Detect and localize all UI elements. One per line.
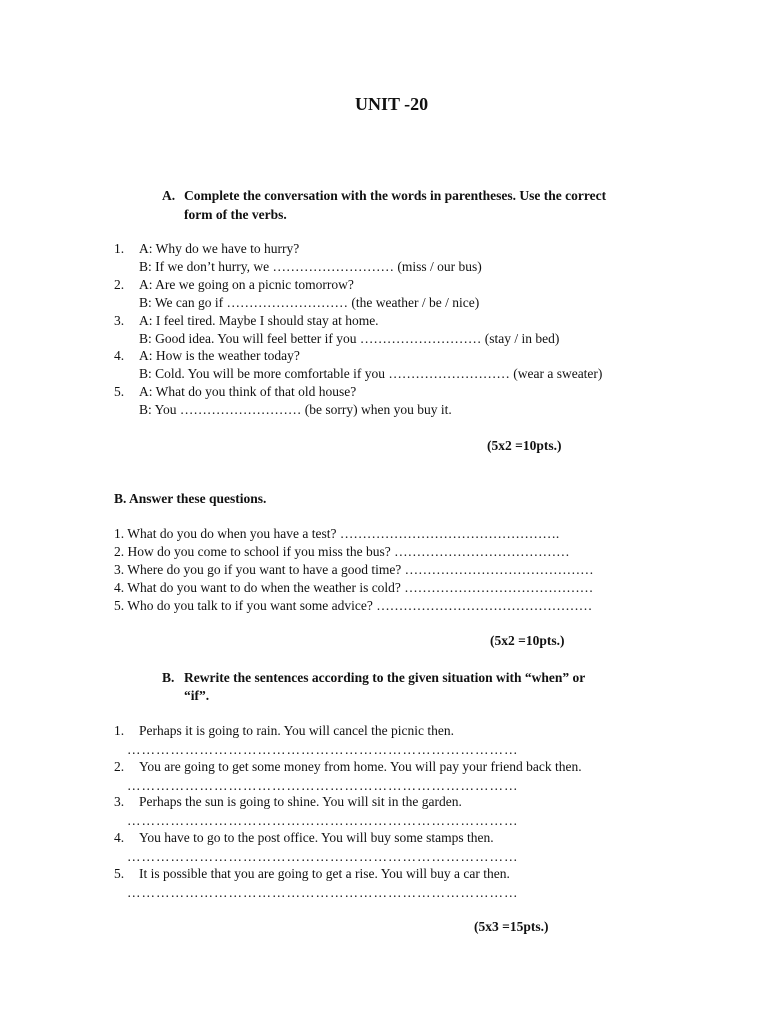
- section-c-item-number: 2.: [114, 759, 125, 774]
- section-a-item-number: 2.: [114, 277, 125, 292]
- section-c-item-number: 5.: [114, 866, 125, 881]
- answer-line: ………………………………………………………………………: [127, 885, 519, 900]
- section-a-line-a: A: What do you think of that old house?: [139, 384, 357, 399]
- section-b-question: 5. Who do you talk to if you want some advice? …………………………………………: [114, 598, 593, 613]
- section-c-sentence: You are going to get some money from home. You will pay your friend back then.: [139, 759, 582, 774]
- section-a-instruction-line2: form of the verbs.: [184, 207, 287, 222]
- section-b-question: 1. What do you do when you have a test? ………………………………………….: [114, 526, 560, 541]
- section-a-item-number: 5.: [114, 384, 125, 399]
- section-a-line-b: B: We can go if ……………………… (the weather / be / nice): [139, 295, 480, 310]
- section-c-points: (5x3 =15pts.): [474, 919, 549, 934]
- section-a-item-number: 3.: [114, 313, 125, 328]
- section-a-line-b: B: You ……………………… (be sorry) when you buy it.: [139, 402, 452, 417]
- section-c-sentence: It is possible that you are going to get a rise. You will buy a car then.: [139, 866, 510, 881]
- section-c-item-number: 4.: [114, 830, 125, 845]
- section-a-letter: A.: [162, 188, 176, 203]
- answer-line: ………………………………………………………………………: [127, 742, 519, 757]
- section-c-sentence: You have to go to the post office. You will buy some stamps then.: [139, 830, 494, 845]
- section-a-line-a: A: Are we going on a picnic tomorrow?: [139, 277, 354, 292]
- section-c-letter: B.: [162, 670, 175, 685]
- section-b-question: 2. How do you come to school if you miss the bus? …………………………………: [114, 544, 570, 559]
- section-a-item-number: 1.: [114, 241, 125, 256]
- section-c-item-number: 1.: [114, 723, 125, 738]
- section-b-heading: B. Answer these questions.: [114, 491, 267, 506]
- page-title: UNIT -20: [355, 94, 429, 114]
- section-a-line-b: B: Good idea. You will feel better if you ……………………… (stay / in bed): [139, 331, 560, 346]
- section-c-sentence: Perhaps the sun is going to shine. You will sit in the garden.: [139, 794, 462, 809]
- answer-line: ………………………………………………………………………: [127, 778, 519, 793]
- section-b-question: 3. Where do you go if you want to have a good time? ……………………………………: [114, 562, 594, 577]
- section-a-item-number: 4.: [114, 348, 125, 363]
- answer-line: ………………………………………………………………………: [127, 849, 519, 864]
- section-c-item-number: 3.: [114, 794, 125, 809]
- answer-line: ………………………………………………………………………: [127, 813, 519, 828]
- section-a-line-b: B: If we don’t hurry, we ……………………… (miss / our bus): [139, 259, 482, 274]
- section-a-line-b: B: Cold. You will be more comfortable if you ……………………… (wear a sweater): [139, 366, 603, 381]
- section-b-points: (5x2 =10pts.): [490, 633, 565, 648]
- section-a-instruction-line1: Complete the conversation with the words in parentheses. Use the correct: [184, 188, 607, 203]
- section-a-points: (5x2 =10pts.): [487, 438, 562, 453]
- section-a-line-a: A: Why do we have to hurry?: [139, 241, 300, 256]
- section-b-question: 4. What do you want to do when the weather is cold? ……………………………………: [114, 580, 594, 595]
- section-c-sentence: Perhaps it is going to rain. You will cancel the picnic then.: [139, 723, 454, 738]
- section-a-line-a: A: I feel tired. Maybe I should stay at home.: [139, 313, 379, 328]
- section-c-instruction-line2: “if”.: [184, 688, 210, 703]
- section-c-instruction-line1: Rewrite the sentences according to the given situation with “when” or: [184, 670, 586, 685]
- section-a-line-a: A: How is the weather today?: [139, 348, 300, 363]
